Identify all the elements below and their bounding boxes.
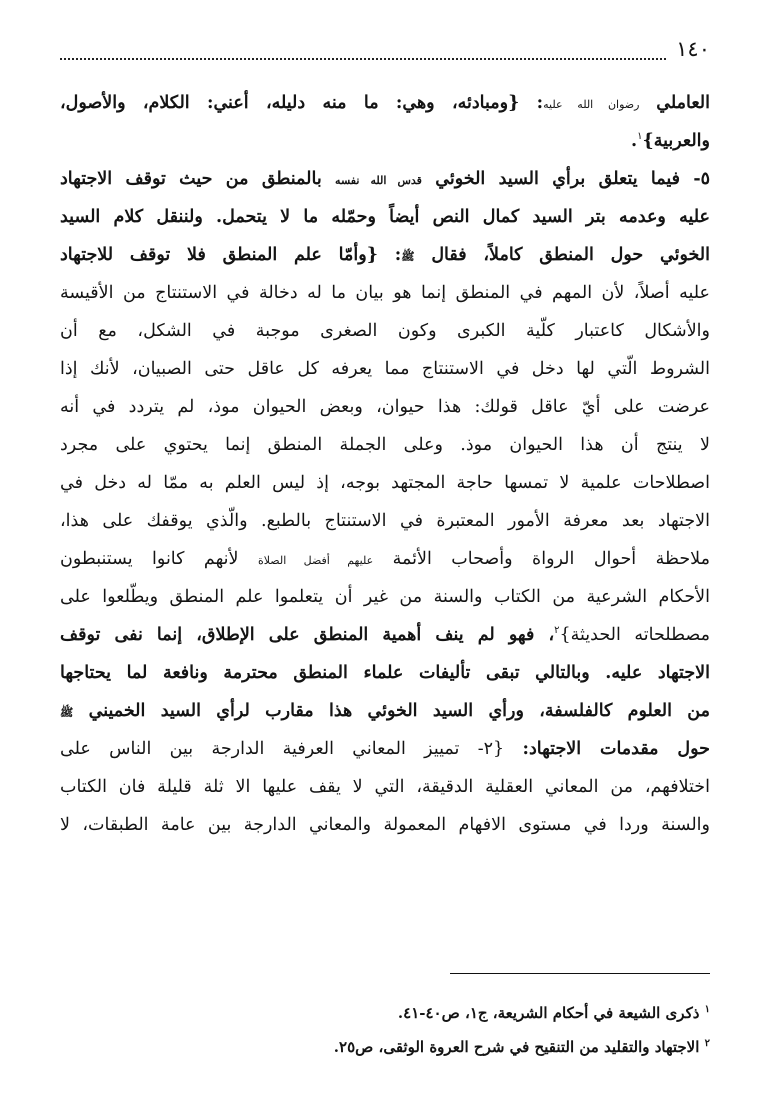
text-line: عليه وعدمه بتر السيد كمال النص أيضاً وحمّله ما لا يتحمل. ولننقل كلام السيد [60, 207, 710, 227]
text-line: عليه أصلاً، لأن المهم في المنطق إنما هو بيان ما له دخالة في الاستنتاج من الأقيسة [60, 283, 710, 303]
footnote-marker: ٢ [704, 1038, 710, 1049]
text-line: حول مقدمات الاجتهاد: {٢- تمييز المعاني العرفية الدارجة بين الناس على [60, 739, 710, 759]
text-line: العاملي رضوان الله عليه: {ومبادئه، وهي: ما منه دليله، أعني: الكلام، والأصول، [60, 93, 710, 113]
footnote-item [60, 1030, 710, 1064]
footnote-marker: ١ [704, 1004, 710, 1015]
header-dotted-rule [60, 44, 666, 60]
footnote-separator [450, 973, 710, 974]
text-line: مصطلحاته الحديثة}$^٢$، فهو لم ينف أهمية المنطق على الإطلاق، إنما نفى توقف [60, 625, 710, 645]
footnote-text: الاجتهاد والتقليد من التنقيح في شرح العروة الوثقى، ص٢٥. [333, 1038, 700, 1056]
footnotes [60, 996, 710, 1064]
text-line: الاجتهاد بعد معرفة الأمور المعتبرة في الاستنتاج بالطبع. والّذي يوقفك على هذا، [60, 511, 710, 531]
text-line: اصطلاحات علمية لا تمسها حاجة المجتهد بوجه، إذ ليس العلم به ممّا له دخل في [60, 473, 710, 493]
footnote-ref: ١ [637, 131, 643, 143]
page [60, 30, 710, 1080]
text-line: من العلوم كالفلسفة، ورأي السيد الخوئي هذا مقارب لرأي السيد الخميني ﷺ [60, 701, 710, 721]
text-line: عرضت على أيّ عاقل قولك: هذا حيوان، وبعض الحيوان موذ، لم يتردد في أنه [60, 397, 710, 417]
text-line: لا ينتج أن هذا الحيوان موذ. وعلى الجملة المنطق إنما يحتوي على مجرد [60, 435, 710, 455]
text-line: والعربية}$^١$. [631, 131, 710, 151]
footnote-item [60, 996, 710, 1030]
text-line: الشروط الّتي لها دخل في الاستنتاج مما يعرفه كل عاقل حتى الصبيان، لأنك إذا [60, 359, 710, 379]
text-line: الاجتهاد عليه. وبالتالي تبقى تأليفات علماء المنطق محترمة ونافعة لما يحتاجها [60, 663, 710, 683]
text-line: والسنة وردا في مستوى الافهام المعمولة والمعاني الدارجة بين عامة الطبقات، لا [60, 815, 710, 835]
text-line: والأشكال كاعتبار كلّية الكبرى وكون الصغرى موجبة في الشكل، مع أن [60, 321, 710, 341]
page-header [60, 30, 710, 60]
text-line: ملاحظة أحوال الرواة وأصحاب الأئمة عليهم أفضل الصلاة لأنهم كانوا يستنبطون [60, 549, 710, 569]
text-line: ٥- فيما يتعلق برأي السيد الخوئي قدس الله نفسه بالمنطق من حيث توقف الاجتهاد [60, 169, 710, 189]
page-number: ١٤٠ [676, 37, 710, 61]
text-line: الخوئي حول المنطق كاملاً، فقال ﷺ: {وأمّا علم المنطق فلا توقف للاجتهاد [60, 245, 710, 265]
body-text [60, 84, 710, 846]
footnote-text: ذكرى الشيعة في أحكام الشريعة، ج١، ص٤٠-٤١. [397, 1004, 700, 1022]
text-line: اختلافهم، من المعاني العقلية الدقيقة، التي لا يقف عليها الا ثلة قليلة فان الكتاب [60, 777, 710, 797]
footnote-ref: ٢ [554, 625, 560, 637]
text-line: الأحكام الشرعية من الكتاب والسنة من غير أن يتعلموا علم المنطق ويطّلعوا على [60, 587, 710, 607]
